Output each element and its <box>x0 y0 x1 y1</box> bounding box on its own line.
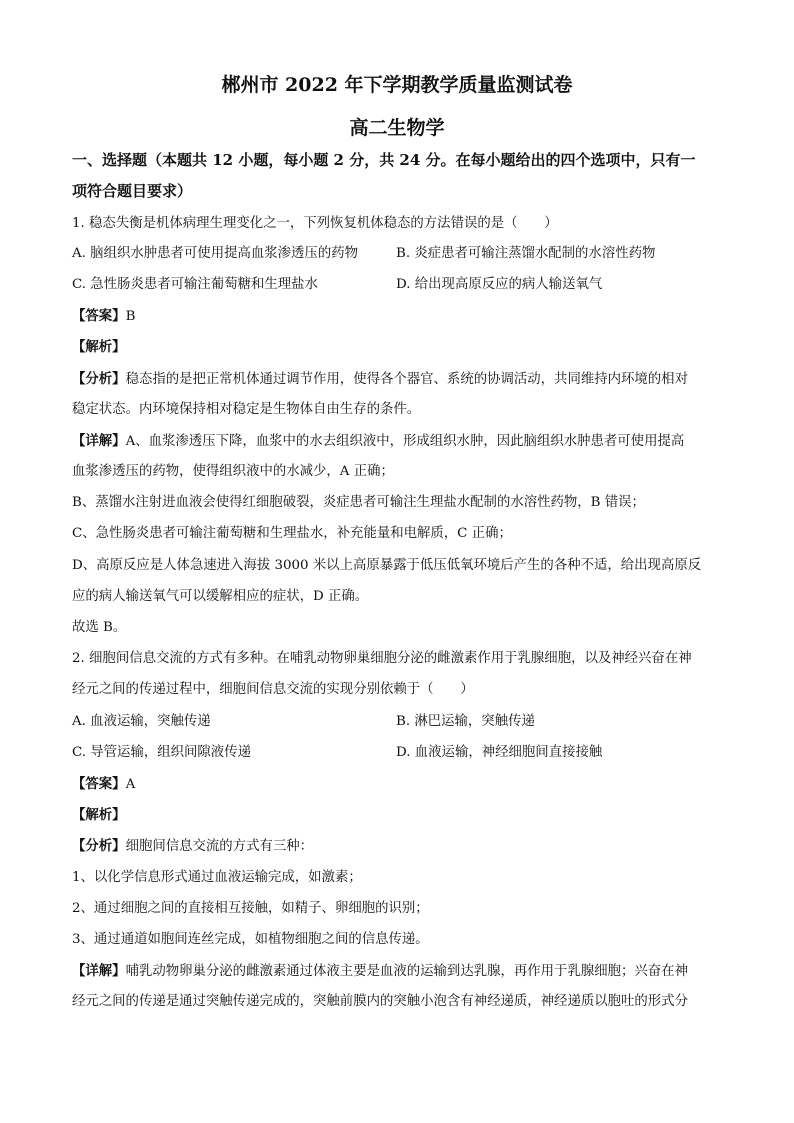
q2-stem-line-1: 2. 细胞间信息交流的方式有多种。在哺乳动物卵巢细胞分泌的雌激素作用于乳腺细胞，以及神经兴奋在神 <box>72 651 692 666</box>
q1-fenxi-text-1: 稳态指的是把正常机体通过调节作用，使得各个器官、系统的协调活动，共同维持内环境的相对 <box>125 372 688 387</box>
q2-xiangjie-tag: 【详解】 <box>72 963 126 979</box>
q1-xiangjie-tag: 【详解】 <box>72 433 126 449</box>
q1-analysis-tag: 【解析】 <box>72 339 126 355</box>
section-heading-line-2: 项符合题目要求） <box>72 182 193 200</box>
q1-xiangjie-text-1: A、血浆渗透压下降，血浆中的水去组织液中，形成组织水肿，因此脑组织水肿患者可使用提高 <box>125 434 685 449</box>
q1-answer-tag: 【答案】 <box>72 308 126 324</box>
q2-answer-value: A <box>125 777 136 792</box>
q2-fenxi-tag: 【分析】 <box>72 838 126 854</box>
q1-stem: 1. 稳态失衡是机体病理生理变化之一，下列恢复机体稳态的方法错误的是（ ） <box>72 216 558 231</box>
q1-xiangjie-line-6: 应的病人输送氧气可以缓解相应的症状，D 正确。 <box>72 589 369 604</box>
q1-fenxi-line-2: 稳定状态。内环境保持相对稳定是生物体自由生存的条件。 <box>72 402 421 417</box>
q1-fenxi-tag: 【分析】 <box>72 371 126 387</box>
q2-fenxi-line-2: 1、以化学信息形式通过血液运输完成，如激素； <box>72 870 362 885</box>
q1-fenxi-line-1 <box>72 369 732 390</box>
q1-xiangjie-line-2: 血浆渗透压的药物，使得组织液中的水减少，A 正确； <box>72 464 394 479</box>
q2-option-b: B. 淋巴运输，突触传递 <box>396 714 535 729</box>
q1-option-b: B. 炎症患者可输注蒸馏水配制的水溶性药物 <box>396 246 656 261</box>
q1-option-d: D. 给出现高原反应的病人输送氧气 <box>396 277 603 292</box>
q2-answer <box>72 774 732 795</box>
q1-xiangjie-line-5: D、高原反应是人体急速进入海拔 3000 米以上高原暴露于低压低氧环境后产生的各种不适，给出现高原反 <box>72 558 702 573</box>
page-title: 郴州市 2022 年下学期教学质量监测试卷 <box>221 74 573 96</box>
q2-fenxi-line-1 <box>72 836 732 857</box>
q2-fenxi-text-1: 细胞间信息交流的方式有三种： <box>125 839 314 854</box>
q2-option-c: C. 导管运输，组织间隙液传递 <box>72 745 251 760</box>
q2-option-d: D. 血液运输，神经细胞间直接接触 <box>396 745 603 760</box>
q1-conclusion: 故选 B。 <box>72 620 127 635</box>
q1-answer <box>72 306 732 327</box>
q2-xiangjie-line-2: 经元之间的传递是通过突触传递完成的，突触前膜内的突触小泡含有神经递质，神经递质以胞吐的形式分 <box>72 994 688 1009</box>
q1-option-c: C. 急性肠炎患者可输注葡萄糖和生理盐水 <box>72 277 318 292</box>
q1-option-a: A. 脑组织水肿患者可使用提高血浆渗透压的药物 <box>72 246 358 261</box>
q2-answer-tag: 【答案】 <box>72 776 126 792</box>
q1-xiangjie-line-4: C、急性肠炎患者可输注葡萄糖和生理盐水，补充能量和电解质，C 正确； <box>72 526 512 541</box>
section-heading-line-1: 一、选择题（本题共 12 小题，每小题 2 分，共 24 分。在每小题给出的四个选项中，只有一 <box>72 151 696 169</box>
page-subtitle: 高二生物学 <box>349 117 445 139</box>
q2-fenxi-line-3: 2、通过细胞之间的直接相互接触，如精子、卵细胞的识别； <box>72 901 429 916</box>
q2-analysis-tag: 【解析】 <box>72 807 126 823</box>
q1-answer-value: B <box>125 309 136 324</box>
q1-xiangjie-line-3: B、蒸馏水注射进血液会使得红细胞破裂，炎症患者可输注生理盐水配制的水溶性药物，B 错误； <box>72 495 645 510</box>
q1-xiangjie-line-1 <box>72 431 732 452</box>
q2-fenxi-line-4: 3、通过通道如胞间连丝完成，如植物细胞之间的信息传递。 <box>72 932 429 947</box>
q2-xiangjie-line-1 <box>72 961 732 982</box>
q2-option-a: A. 血液运输，突触传递 <box>72 714 211 729</box>
q2-xiangjie-text-1: 哺乳动物卵巢分泌的雌激素通过体液主要是血液的运输到达乳腺，再作用于乳腺细胞；兴奋在神 <box>125 964 688 979</box>
q2-stem-line-2: 经元之间的传递过程中，细胞间信息交流的实现分别依赖于（ ） <box>72 682 474 697</box>
